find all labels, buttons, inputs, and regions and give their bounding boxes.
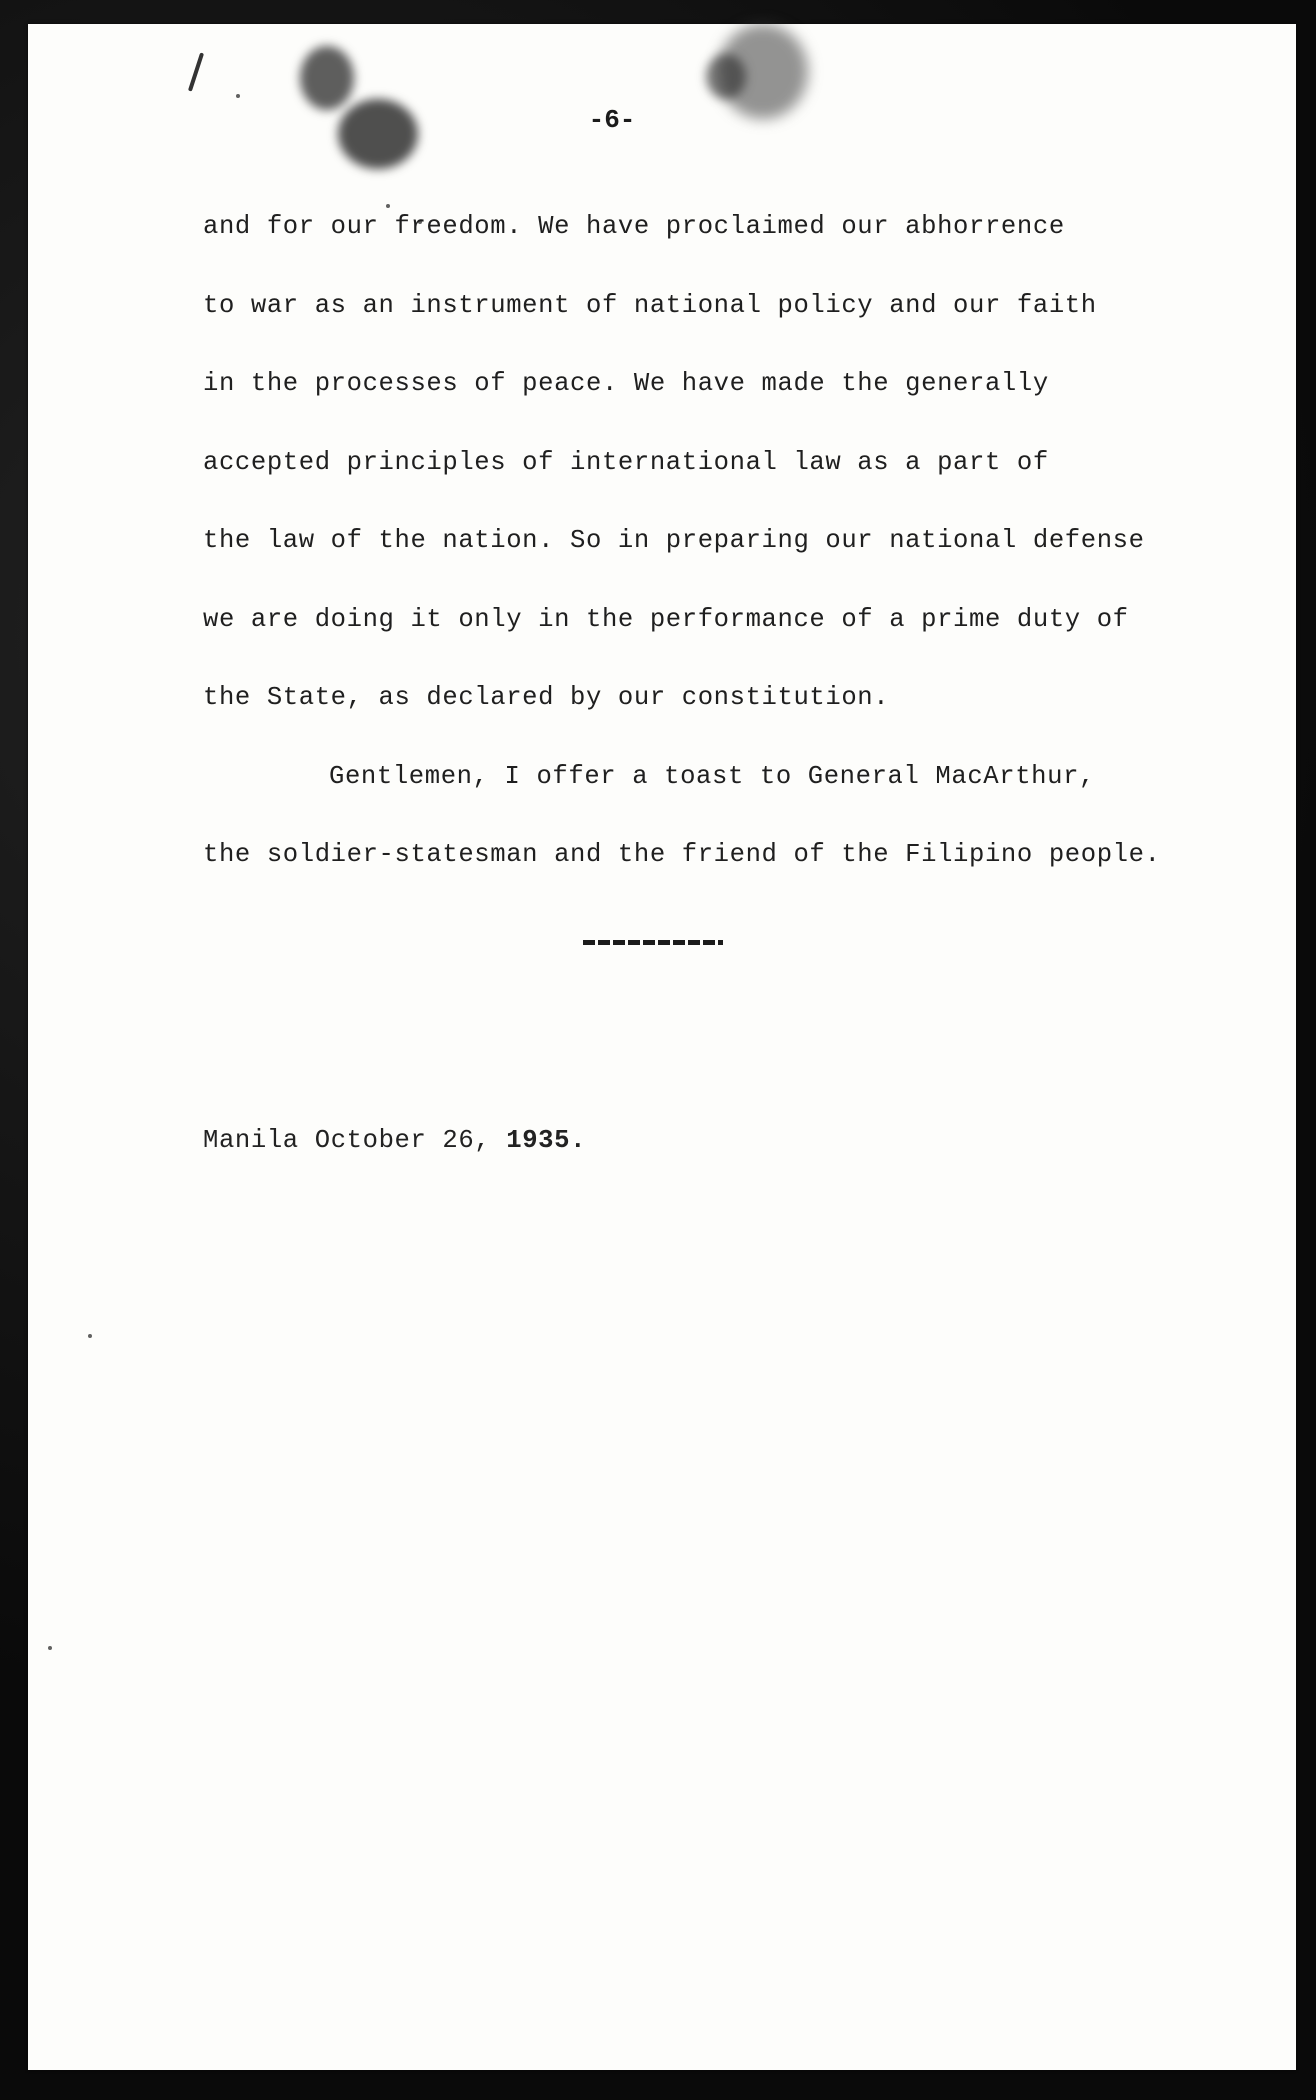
ink-speck bbox=[386, 204, 390, 208]
text-line: the soldier-statesman and the friend of the Filipino people. bbox=[203, 840, 1161, 869]
text-line: accepted principles of international law as a part of bbox=[203, 447, 1049, 477]
body-text bbox=[203, 212, 1203, 919]
ink-speck bbox=[48, 1646, 52, 1650]
text-line: Gentlemen, I offer a toast to General MacArthur, bbox=[329, 761, 1096, 791]
closing-date: October 26, bbox=[314, 1126, 491, 1155]
text-line: the law of the nation. So in preparing our national defense bbox=[203, 526, 1145, 555]
closing-year: 1935. bbox=[506, 1126, 587, 1155]
text-line: in the processes of peace. We have made the generally bbox=[203, 369, 1049, 398]
ink-smudge bbox=[338, 99, 418, 169]
text-line: and for our freedom. We have proclaimed our abhorrence bbox=[203, 212, 1065, 241]
ink-smudge bbox=[300, 46, 354, 110]
pencil-mark bbox=[188, 52, 204, 91]
closing-place: Manila bbox=[203, 1126, 299, 1155]
text-line: we are doing it only in the performance of a prime duty of bbox=[203, 604, 1129, 634]
section-divider bbox=[583, 940, 723, 945]
ink-smudge bbox=[706, 54, 746, 99]
page-number: -6- bbox=[588, 105, 636, 135]
ink-speck bbox=[88, 1334, 92, 1338]
ink-speck bbox=[236, 94, 240, 98]
text-line: the State, as declared by our constitution. bbox=[203, 683, 890, 712]
text-line: to war as an instrument of national policy and our faith bbox=[203, 290, 1097, 320]
closing-dateline bbox=[203, 1126, 586, 1155]
